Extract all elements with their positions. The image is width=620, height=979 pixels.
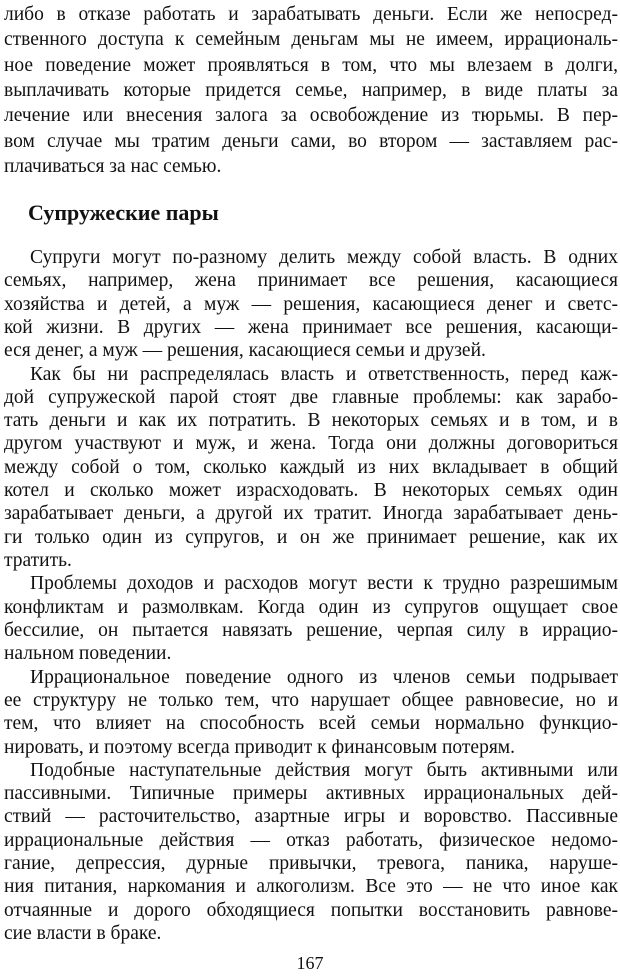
paragraph-line: Проблемы доходов и расходов могут вести к трудно разрешимым: [30, 573, 618, 595]
paragraph-line: кой жизни. В других — жена принимает все решения, касающи-: [4, 316, 618, 338]
paragraph-line: хозяйства и детей, а муж — решения, касающиеся денег и светс-: [4, 293, 618, 315]
paragraph-line: нировать, и поэтому всегда приводит к финансовым потерям.: [4, 736, 516, 758]
paragraph-line: ствий — расточительство, азартные игры и воровство. Пассивные: [4, 806, 618, 828]
paragraph-line: ния питания, наркомания и алкоголизм. Все это — не что иное как: [4, 876, 618, 898]
paragraph-line: еся денег, а муж — решения, касающиеся семьи и друзей.: [4, 340, 486, 362]
intro-line: либо в отказе работать и зарабатывать деньги. Если же непосред-: [4, 4, 618, 25]
paragraph-line: пассивными. Типичные примеры активных иррациональных дей-: [4, 783, 618, 805]
paragraph-line: ее структуру не только тем, что нарушает общее равновесие, но и: [4, 689, 618, 711]
paragraph-line: тем, что влияет на способность всей семьи нормально функцио-: [4, 713, 618, 735]
paragraph-line: отчаянные и дорого обходящиеся попытки восстановить равнове-: [4, 899, 618, 921]
paragraph-line: ги только один из супругов, и он же принимает решение, как их: [4, 526, 618, 548]
paragraph-line: сие власти в браке.: [4, 923, 162, 944]
paragraph-line: нальном поведении.: [4, 643, 172, 665]
intro-line: лечение или внесения залога за освобождение из тюрьмы. В пер-: [4, 105, 618, 127]
paragraph-line: котел и сколько может израсходовать. В некоторых семьях один: [4, 480, 618, 502]
page-number: 167: [296, 953, 324, 973]
section-title: Супружеские пары: [28, 200, 219, 225]
intro-line: выплачивать которые придется семье, например, в виде платы за: [4, 79, 618, 101]
paragraph-line: другом участвуют и муж, и жена. Тогда они должны договориться: [4, 433, 618, 455]
intro-line: вом случае мы тратим деньги сами, во втором — заставляем рас-: [4, 130, 618, 152]
paragraph-line: конфликтам и размолвкам. Когда один из супругов ощущает свое: [4, 596, 618, 618]
paragraph-line: тратить.: [4, 550, 72, 572]
paragraph-line: Супруги могут по-разному делить между собой власть. В одних: [30, 247, 618, 268]
paragraph-line: Подобные наступательные действия могут быть активными или: [30, 759, 618, 781]
intro-line: ственного доступа к семейным деньгам мы не имеем, иррациональ-: [4, 29, 618, 51]
paragraph-line: иррациональные действия — отказ работать, физическое недомо-: [4, 829, 618, 851]
paragraph-line: между собой о том, сколько каждый из них вкладывает в общий: [4, 456, 618, 478]
paragraph-line: Как бы ни распределялась власть и ответственность, перед каж-: [30, 363, 618, 385]
paragraph-line: гание, депрессия, дурные привычки, тревога, паника, наруше-: [4, 853, 618, 875]
paragraph-line: зарабатывает деньги, а другой их тратит. Иногда зарабатывает день-: [4, 503, 618, 525]
paragraph-line: тать деньги и как их потратить. В некоторых семьях и в том, и в: [4, 410, 618, 432]
paragraph-line: бессилие, он пытается навязать решение, черпая силу в иррацио-: [4, 619, 618, 641]
paragraph-line: дой супружеской парой стоят две главные проблемы: как зарабо-: [4, 386, 618, 408]
paragraph-line: семьях, например, жена принимает все решения, касающиеся: [4, 270, 618, 292]
intro-line: плачиваться за нас семью.: [4, 155, 222, 177]
intro-line: ное поведение может проявляться в том, что мы влезаем в долги,: [4, 54, 618, 76]
paragraph-line: Иррациональное поведение одного из членов семьи подрывает: [30, 666, 618, 688]
